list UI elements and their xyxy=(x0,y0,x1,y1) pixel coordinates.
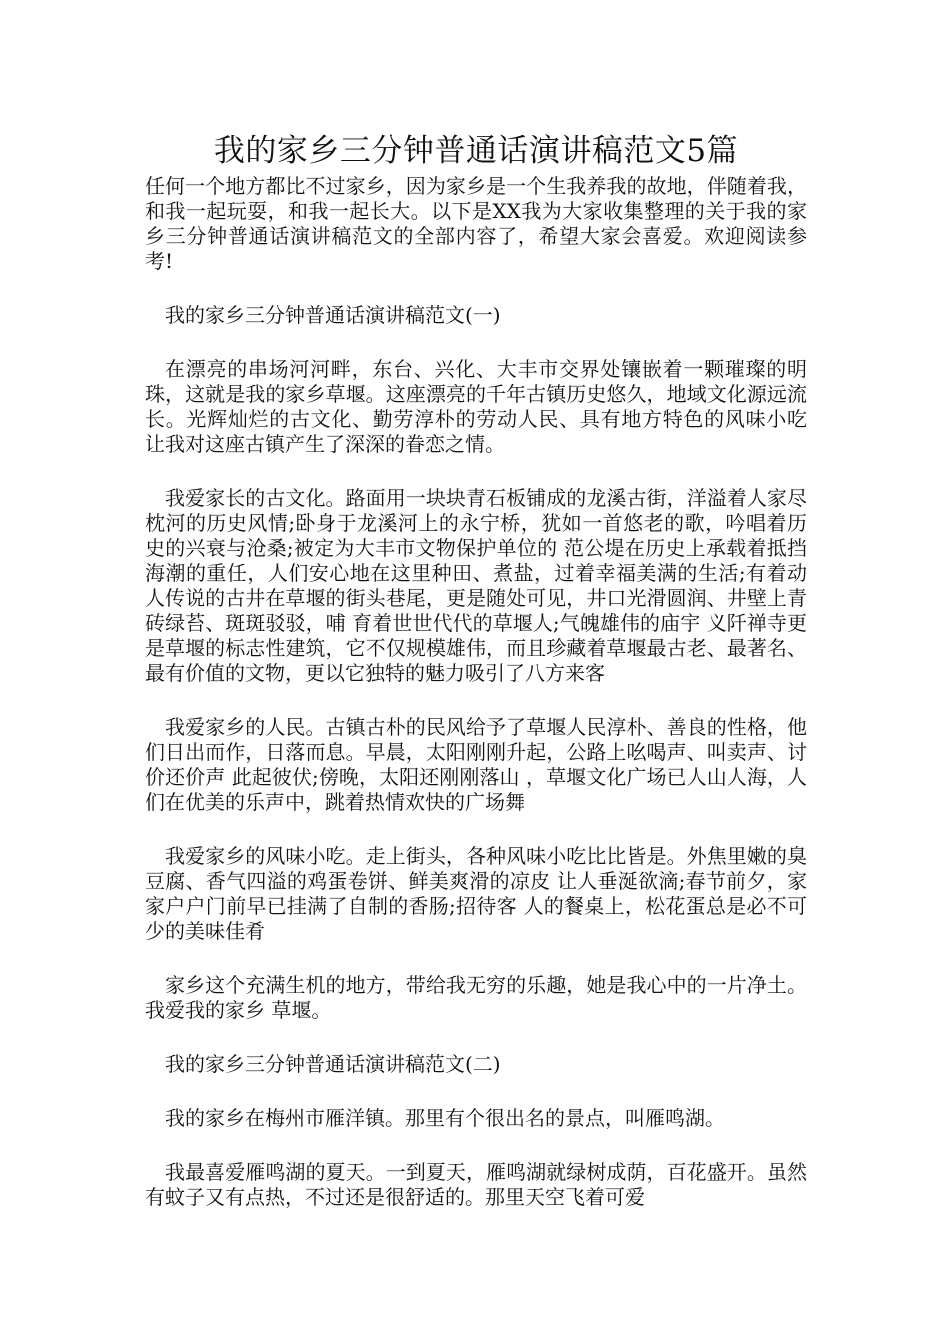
body-paragraph: 家乡这个充满生机的地方，带给我无穷的乐趣，她是我心中的一片净土。我爱我的家乡 草堰。 xyxy=(145,973,807,1022)
body-paragraph: 我爱家乡的人民。古镇古朴的民风给予了草堰人民淳朴、善良的性格，他们日出而作，日落而息。早晨，太阳刚刚升起，公路上吆喝声、叫卖声、讨价还价声 此起彼伏;傍晚，太阳还刚刚落山 ，草堰文化广场已人山人海，人们在优美的乐声中，跳着热情欢快的广场舞 xyxy=(145,715,807,814)
document-title: 我的家乡三分钟普通话演讲稿范文5篇 xyxy=(213,133,739,169)
paragraph-gap xyxy=(145,686,807,715)
paragraph-gap xyxy=(145,815,807,844)
section-heading-1: 我的家乡三分钟普通话演讲稿范文(一) xyxy=(165,303,501,327)
body-paragraph: 我的家乡在梅州市雁洋镇。那里有个很出名的景点，叫雁鸣湖。 xyxy=(165,1106,725,1130)
paragraph-gap xyxy=(145,328,807,357)
body-paragraph: 我爱家乡的风味小吃。走上街头，各种风味小吃比比皆是。外焦里嫩的臭豆腐、香气四溢的鸡蛋卷饼、鲜美爽滑的凉皮 让人垂涎欲滴;春节前夕，家家户户门前早已挂满了自制的香肠;招待客 人的餐桌上，松花蛋总是必不可少的美味佳肴 xyxy=(145,844,807,943)
body-paragraph: 我爱家长的古文化。路面用一块块青石板铺成的龙溪古街，洋溢着人家尽枕河的历史风情;卧身于龙溪河上的永宁桥，犹如一首悠老的歌，吟唱着历史的兴衰与沧桑;被定为大丰市文物保护单位的 范公堤在历史上承载着抵挡海潮的重任，人们安心地在这里种田、煮盐，过着幸福美满的生活;有着动人传说的古井在草堰的街头巷尾，更是随处可见，井口光滑圆润、井壁上青砖绿苔、斑斑驳驳，哺 育着世世代代的草堰人;气魄雄伟的庙宇 义阡禅寺更是草堰的标志性建筑，它不仅规模雄伟，而且珍藏着草堰最古老、最著名、最有价值的文物，更以它独特的魅力吸引了八方来客 xyxy=(145,486,807,685)
body-paragraph: 我最喜爱雁鸣湖的夏天。一到夏天，雁鸣湖就绿树成荫，百花盛开。虽然有蚊子又有点热，不过还是很舒适的。那里天空飞着可爱 xyxy=(145,1160,807,1209)
paragraph-gap xyxy=(145,457,807,486)
paragraph-gap xyxy=(145,1077,807,1106)
paragraph-gap xyxy=(145,274,807,303)
paragraph-gap xyxy=(145,1131,807,1160)
section-heading-2: 我的家乡三分钟普通话演讲稿范文(二) xyxy=(165,1052,501,1076)
paragraph-gap xyxy=(145,944,807,973)
paragraph-gap xyxy=(145,1023,807,1052)
document-page xyxy=(145,128,807,1210)
intro-paragraph: 任何一个地方都比不过家乡，因为家乡是一个生我养我的故地，伴随着我，和我一起玩耍，和我一起长大。以下是XX我为大家收集整理的关于我的家乡三分钟普通话演讲稿范文的全部内容了，希望大家会喜爱。欢迎阅读参考! xyxy=(145,174,807,273)
body-paragraph: 在漂亮的串场河河畔，东台、兴化、大丰市交界处镶嵌着一颗璀璨的明珠，这就是我的家乡草堰。这座漂亮的千年古镇历史悠久，地域文化源远流长。光辉灿烂的古文化、勤劳淳朴的劳动人民、具有地方特色的风味小吃 让我对这座古镇产生了深深的眷恋之情。 xyxy=(145,357,807,456)
